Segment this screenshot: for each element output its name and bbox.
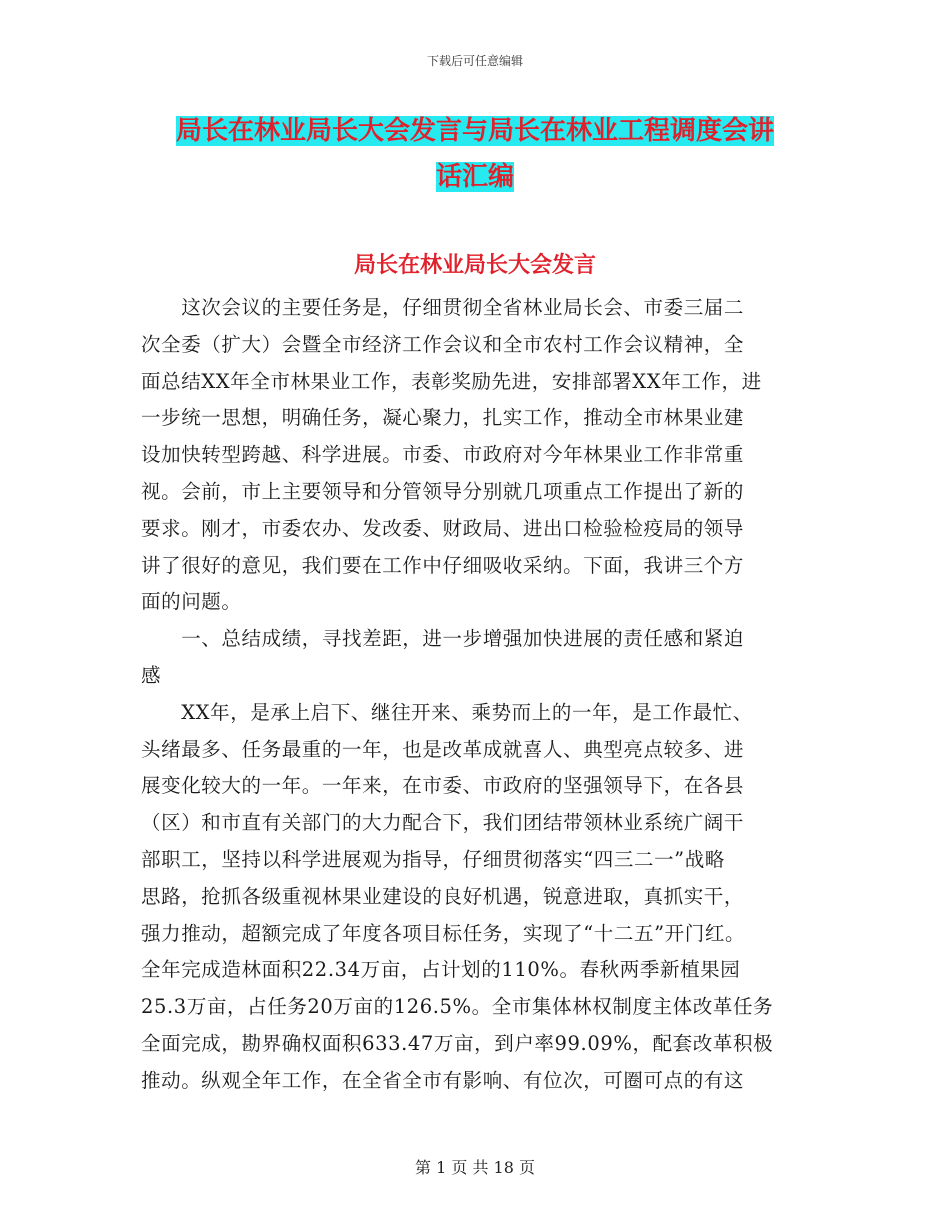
- text-line: 一步统一思想，明确任务，凝心聚力，扎实工作，推动全市林果业建: [141, 406, 745, 430]
- text-line: 感: [141, 663, 162, 687]
- header-note: 下载后可任意编辑: [426, 54, 523, 68]
- text-line: 部职工，坚持以科学进展观为指导，仔细贯彻落实“四三二一”战略: [141, 847, 725, 871]
- text-line: 展变化较大的一年。一年来，在市委、市政府的坚强领导下，在各县: [141, 774, 745, 798]
- text-line: 视。会前，市上主要领导和分管领导分别就几项重点工作提出了新的: [141, 479, 745, 503]
- text-line: 头绪最多、任务最重的一年，也是改革成就喜人、典型亮点较多、进: [141, 737, 745, 761]
- document-title-line-1: 局长在林业局长大会发言与局长在林业工程调度会讲: [175, 116, 774, 146]
- text-line: 全面完成，勘界确权面积633.47万亩，到户率99.09%，配套改革积极: [141, 1031, 774, 1055]
- section-title: 局长在林业局长大会发言: [353, 253, 596, 278]
- text-line: 面总结XX年全市林果业工作，表彰奖励先进，安排部署XX年工作，进: [141, 369, 762, 393]
- text-line: 面的问题。: [141, 590, 242, 614]
- text-line: 讲了很好的意见，我们要在工作中仔细吸收采纳。下面，我讲三个方: [141, 553, 745, 577]
- text-line: 设加快转型跨越、科学进展。市委、市政府对今年林果业工作非常重: [141, 443, 745, 467]
- document-title-line-2: 话汇编: [435, 162, 514, 192]
- text-line: 全年完成造林面积22.34万亩，占计划的110%。春秋两季新植果园: [141, 958, 741, 982]
- text-line: 次全委（扩大）会暨全市经济工作会议和全市农村工作会议精神，全: [141, 332, 745, 356]
- text-line: 思路，抢抓各级重视林果业建设的良好机遇，锐意进取，真抓实干，: [141, 884, 745, 908]
- text-line: （区）和市直有关部门的大力配合下，我们团结带领林业系统广阔干: [141, 811, 745, 835]
- text-line: 强力推动，超额完成了年度各项目标任务，实现了“十二五”开门红。: [141, 921, 746, 945]
- body-text: [141, 290, 811, 1100]
- text-line: 这次会议的主要任务是，仔细贯彻全省林业局长会、市委三届二: [141, 296, 745, 319]
- text-line: 25.3万亩，占任务20万亩的126.5%。全市集体林权制度主体改革任务: [141, 995, 774, 1019]
- text-line: 要求。刚才，市委农办、发改委、财政局、进出口检验检疫局的领导: [141, 516, 745, 540]
- text-line: 推动。纵观全年工作，在全省全市有影响、有位次，可圈可点的有这: [141, 1068, 745, 1092]
- text-line: XX年，是承上启下、继往开来、乘势而上的一年，是工作最忙、: [141, 700, 753, 724]
- text-line: 一、总结成绩，寻找差距，进一步增强加快进展的责任感和紧迫: [141, 627, 745, 651]
- document-title: [140, 108, 810, 200]
- page-number: 第 1 页 共 18 页: [415, 1158, 535, 1177]
